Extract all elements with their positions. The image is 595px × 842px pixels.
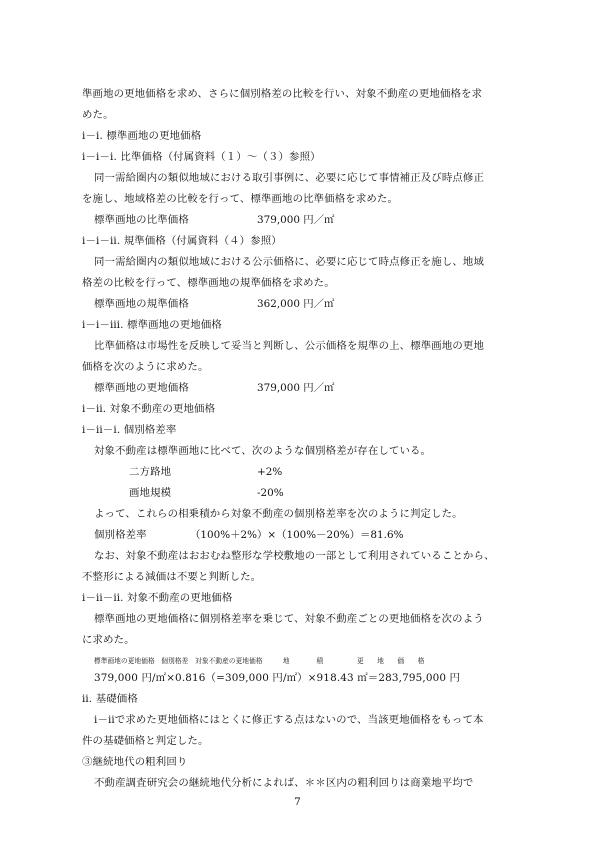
text-line: 格差の比較を行って、標準画地の規準価格を求めた。 — [82, 277, 335, 289]
section-heading: ⅰ－ⅱ. 対象不動産の更地価格 — [82, 403, 216, 415]
text-line: 標準画地の更地価格に個別格差率を乗じて、対象不動産ごとの更地価格を次のよう — [94, 613, 484, 625]
rate-formula: （100%＋2%）×（100%－20%）＝81.6% — [190, 529, 404, 541]
text-line: よって、これらの相乗積から対象不動産の個別格差率を次のように判定した。 — [94, 508, 463, 520]
factor-value: +2% — [257, 466, 283, 478]
value-amount: 379,000 円／㎡ — [257, 382, 335, 394]
text-line: 同一需給圏内の類似地域における取引事例に、必要に応じて事情補正及び時点修正 — [94, 172, 484, 184]
subsection-heading: ⅰ－ⅰ－ⅲ. 標準画地の更地価格 — [82, 319, 222, 331]
value-amount: 379,000 円／㎡ — [257, 214, 335, 226]
section-heading: ⅱ. 基礎価格 — [82, 693, 138, 705]
value-label: 標準画地の規準価格 — [94, 298, 189, 310]
subsection-heading: ⅰ－ⅰ－ⅰ. 比準価格（付属資料（１）～（３）参照） — [82, 151, 321, 163]
formula-header: 標準画地の更地価格 個別格差 対象不動産の更地価格 地 積 更 地 価 格 — [94, 657, 425, 665]
text-line: 件の基礎価格と判定した。 — [82, 735, 209, 747]
value-amount: 362,000 円／㎡ — [257, 298, 335, 310]
text-line: 価格を次のように求めた。 — [82, 361, 209, 373]
text-line: に求めた。 — [82, 634, 135, 646]
value-label: 個別格差率 — [94, 529, 147, 541]
page-number: 7 — [294, 796, 301, 808]
factor-label: 画地規模 — [129, 487, 172, 499]
subsection-heading: ⅰ－ⅰ－ⅱ. 規準価格（付属資料（４）参照） — [82, 235, 282, 247]
text-line: 不整形による減価は不要と判断した。 — [82, 571, 262, 583]
factor-value: -20% — [257, 487, 284, 499]
text-line: 不動産調査研究会の継続地代分析によれば、＊＊区内の粗利回りは商業地平均で — [94, 777, 474, 789]
subsection-heading: ⅰ－ⅱ－ⅱ. 対象不動産の更地価格 — [82, 592, 233, 604]
section-heading: ⅰ－ⅰ. 標準画地の更地価格 — [82, 130, 202, 142]
text-line: 比準価格は市場性を反映して妥当と判断し、公示価格を規準の上、標準画地の更地 — [94, 340, 484, 352]
text-line: なお、対象不動産はおおむね整形な学校敷地の一部として利用されていることから、 — [94, 550, 495, 562]
factor-label: 二方路地 — [129, 466, 172, 478]
text-line: めた。 — [82, 109, 114, 121]
value-label: 標準画地の更地価格 — [94, 382, 189, 394]
subsection-heading: ⅰ－ⅱ－ⅰ. 個別格差率 — [82, 424, 177, 436]
value-label: 標準画地の比準価格 — [94, 214, 189, 226]
section-heading: ③継続地代の粗利回り — [82, 756, 188, 768]
text-line: 準画地の更地価格を求め、さらに個別格差の比較を行い、対象不動産の更地価格を求 — [82, 88, 483, 100]
formula-line: 379,000 円/㎡×0.816（=309,000 円/㎡）×918.43 ㎡＝283,795,000 円 — [94, 672, 461, 684]
text-line: を施し、地域格差の比較を行って、標準画地の比準価格を求めた。 — [82, 193, 399, 205]
text-line: ⅰ－ⅱで求めた更地価格にはとくに修正する点はないので、当該更地価格をもって本 — [94, 714, 484, 726]
text-line: 同一需給圏内の類似地域における公示価格に、必要に応じて時点修正を施し、地域 — [94, 256, 484, 268]
text-line: 対象不動産は標準画地に比べて、次のような個別格差が存在している。 — [94, 445, 432, 457]
